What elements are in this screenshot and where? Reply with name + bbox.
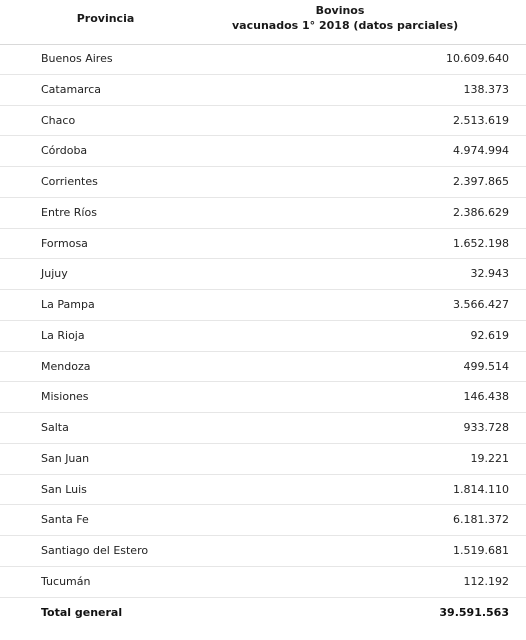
value-cell: 933.728 (463, 421, 509, 434)
province-cell: Chaco (41, 113, 76, 127)
table-row (0, 44, 526, 75)
province-cell: Entre Ríos (41, 205, 97, 219)
table-row (0, 198, 526, 229)
value-cell: 32.943 (470, 267, 509, 281)
value-cell: 6.181.372 (453, 513, 509, 527)
value-cell: 4.974.994 (453, 144, 509, 158)
value-cell: 3.566.427 (453, 298, 509, 311)
province-cell: Catamarca (41, 82, 102, 96)
table-row (0, 475, 526, 506)
province-cell: Corrientes (41, 175, 98, 188)
value-cell: 1.652.198 (453, 236, 509, 250)
column-header-value-line1: Bovinos (315, 4, 365, 17)
table-row (0, 382, 526, 413)
table-header (0, 0, 526, 45)
value-cell: 499.514 (463, 359, 509, 373)
province-cell: Santa Fe (41, 513, 89, 527)
table-row (0, 290, 526, 321)
province-cell: Santiago del Estero (41, 544, 149, 557)
value-cell: 1.814.110 (453, 482, 509, 496)
table-row (0, 75, 526, 106)
table-row (0, 259, 526, 290)
table-row (0, 229, 526, 260)
value-cell: 10.609.640 (446, 52, 509, 65)
table-row (0, 444, 526, 475)
province-cell: La Pampa (41, 298, 95, 311)
province-cell: Buenos Aires (41, 52, 113, 65)
province-cell: Misiones (41, 390, 89, 404)
province-cell: Mendoza (41, 359, 91, 373)
table-row (0, 567, 526, 598)
table-row (0, 352, 526, 383)
value-cell: 138.373 (463, 82, 509, 96)
column-header-value-line2: vacunados 1° 2018 (datos parciales) (232, 19, 459, 32)
province-cell: Tucumán (41, 574, 91, 588)
province-cell: San Juan (41, 451, 90, 465)
value-cell: 112.192 (463, 574, 509, 588)
table-row (0, 167, 526, 198)
table-row (0, 505, 526, 536)
value-cell: 2.513.619 (453, 113, 509, 127)
table-row (0, 106, 526, 137)
value-cell: 2.386.629 (453, 205, 509, 219)
column-header-province: Provincia (76, 12, 135, 25)
value-cell: 19.221 (470, 451, 509, 465)
table-body (0, 44, 526, 628)
total-row (0, 598, 526, 629)
value-cell: 2.397.865 (453, 175, 509, 188)
value-cell: 1.519.681 (453, 544, 509, 557)
province-cell: Córdoba (41, 144, 88, 158)
total-label: Total general (41, 605, 123, 619)
column-header-value (232, 3, 459, 33)
province-cell: Formosa (41, 236, 88, 250)
table-row (0, 321, 526, 352)
total-value: 39.591.563 (439, 605, 509, 619)
province-cell: Salta (41, 421, 69, 434)
province-cell: La Rioja (41, 328, 85, 342)
table-row (0, 413, 526, 444)
table-row (0, 536, 526, 567)
table-row (0, 136, 526, 167)
province-cell: San Luis (41, 482, 87, 496)
value-cell: 92.619 (470, 328, 509, 342)
province-cell: Jujuy (41, 267, 68, 281)
value-cell: 146.438 (463, 390, 509, 404)
